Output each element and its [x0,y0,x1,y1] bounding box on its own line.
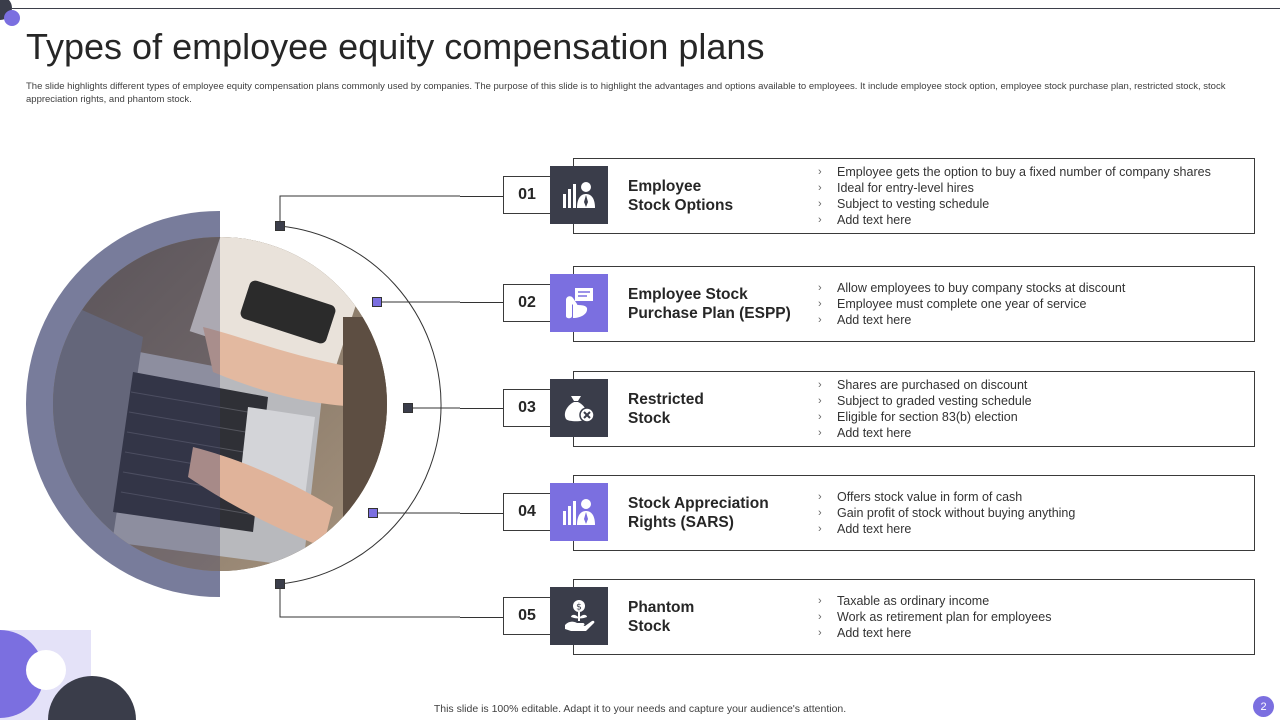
businessman-chart-icon [550,166,608,224]
plan-row-2 [503,266,1255,342]
slide-footer: This slide is 100% editable. Adapt it to your needs and capture your audience's attention. [433,703,847,715]
bullet-item: › Work as retirement plan for employees [818,609,1248,625]
connector-line-3 [460,408,503,409]
bullet-item: › Add text here [818,312,1248,328]
slide-title: Types of employee equity compensation plans [26,26,765,67]
money-bag-restricted-icon [550,379,608,437]
plan-number: 04 [503,493,551,531]
connector-line-4 [460,513,503,514]
connector-line-5 [460,617,503,618]
connector-line-1 [460,196,503,197]
bullet-item: › Allow employees to buy company stocks at discount [818,280,1248,296]
plan-row-3 [503,371,1255,447]
plan-bullets [818,158,1248,234]
arc-node-3 [403,403,413,413]
plan-bullets [818,475,1248,551]
bullet-item: › Offers stock value in form of cash [818,489,1248,505]
arc-node-2 [372,297,382,307]
plan-number: 02 [503,284,551,322]
bullet-item: › Add text here [818,521,1248,537]
arc-node-1 [275,221,285,231]
plan-title: Stock Appreciation Rights (SARS) [628,495,769,531]
bullet-item: › Ideal for entry-level hires [818,180,1248,196]
plan-title: Employee Stock Purchase Plan (ESPP) [628,286,791,322]
bullet-item: › Subject to vesting schedule [818,196,1248,212]
bullet-item: › Subject to graded vesting schedule [818,393,1248,409]
plan-number: 03 [503,389,551,427]
bullet-item: › Shares are purchased on discount [818,377,1248,393]
bullet-item: › Employee must complete one year of service [818,296,1248,312]
plan-row-4 [503,475,1255,551]
arc-node-4 [368,508,378,518]
corner-decoration-white-circle [26,650,66,690]
plan-title: Restricted Stock [628,391,704,427]
bullet-item: › Employee gets the option to buy a fixed number of company shares [818,164,1248,180]
bullet-item: › Add text here [818,212,1248,228]
plan-row-1 [503,158,1255,234]
businessman-chart-icon [550,483,608,541]
bullet-item: › Add text here [818,625,1248,641]
svg-text:$: $ [576,602,582,613]
connector-arc [0,0,460,720]
bullet-item: › Taxable as ordinary income [818,593,1248,609]
plan-bullets [818,266,1248,342]
plan-row-5 [503,579,1255,655]
bullet-item: › Gain profit of stock without buying anything [818,505,1248,521]
hand-coin-plant-icon [550,587,608,645]
plan-bullets [818,579,1248,655]
page-number-badge: 2 [1253,696,1274,717]
plan-title: Employee Stock Options [628,178,734,214]
bullet-item: › Add text here [818,425,1248,441]
plan-bullets [818,371,1248,447]
plan-title: Phantom Stock [628,599,695,635]
bullet-item: › Eligible for section 83(b) election [818,409,1248,425]
arc-node-5 [275,579,285,589]
hand-certificate-icon [550,274,608,332]
plan-number: 05 [503,597,551,635]
connector-line-2 [460,302,503,303]
plan-number: 01 [503,176,551,214]
slide-description: The slide highlights different types of employee equity compensation plans commonly used by companies. The purpose of this slide is to highlight the advantages and options available to employees. It include employee stock option, employee stock purchase plan, restricted stock, stock appreciation rights, and phantom stock. [26,81,1226,105]
